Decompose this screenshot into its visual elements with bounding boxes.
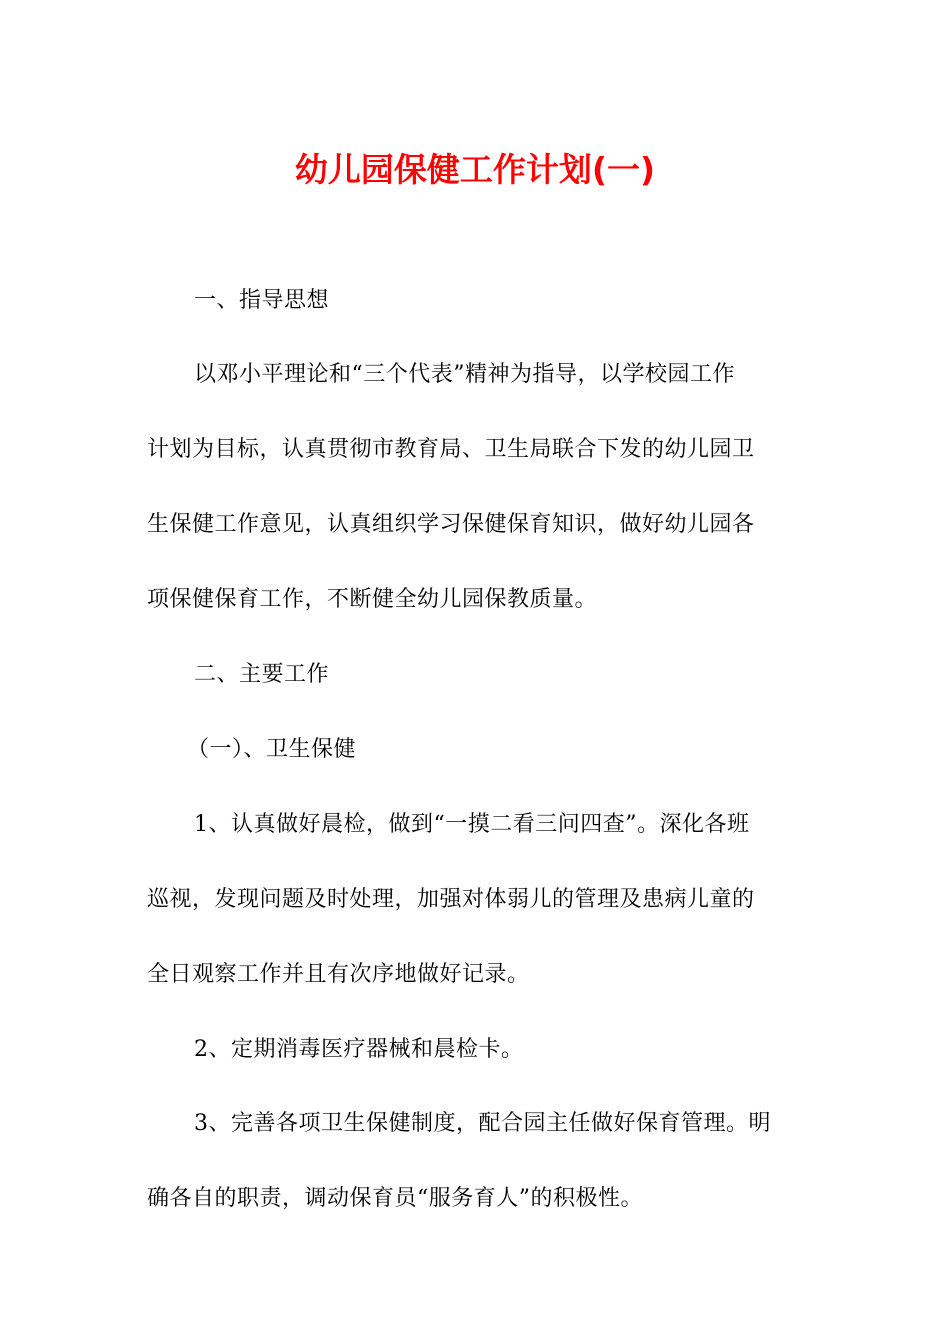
heading-main-work: 二、主要工作 <box>194 662 330 687</box>
paragraph-line: 项保健保育工作，不断健全幼儿园保教质量。 <box>147 587 598 612</box>
heading-guiding-thought: 一、指导思想 <box>194 288 330 313</box>
paragraph-line: 全日观察工作并且有次序地做好记录。 <box>147 962 530 987</box>
paragraph-line: 1、认真做好晨检，做到“一摸二看三问四查”。深化各班 <box>194 812 750 837</box>
paragraph-line: 3、完善各项卫生保健制度，配合园主任做好保育管理。明 <box>194 1111 771 1136</box>
paragraph-line: 以邓小平理论和“三个代表”精神为指导，以学校园工作 <box>194 362 735 387</box>
paragraph-line: 计划为目标，认真贯彻市教育局、卫生局联合下发的幼儿园卫 <box>147 437 755 462</box>
subheading-health-care: （一）、卫生保健 <box>187 737 357 762</box>
paragraph-line: 生保健工作意见，认真组织学习保健保育知识，做好幼儿园各 <box>147 512 755 537</box>
document-title: 幼儿园保健工作计划(一) <box>294 150 656 189</box>
paragraph-line: 2、定期消毒医疗器械和晨检卡。 <box>194 1037 524 1062</box>
paragraph-line: 巡视，发现问题及时处理，加强对体弱儿的管理及患病儿童的 <box>147 887 755 912</box>
paragraph-line: 确各自的职责，调动保育员“服务育人”的积极性。 <box>147 1186 643 1211</box>
